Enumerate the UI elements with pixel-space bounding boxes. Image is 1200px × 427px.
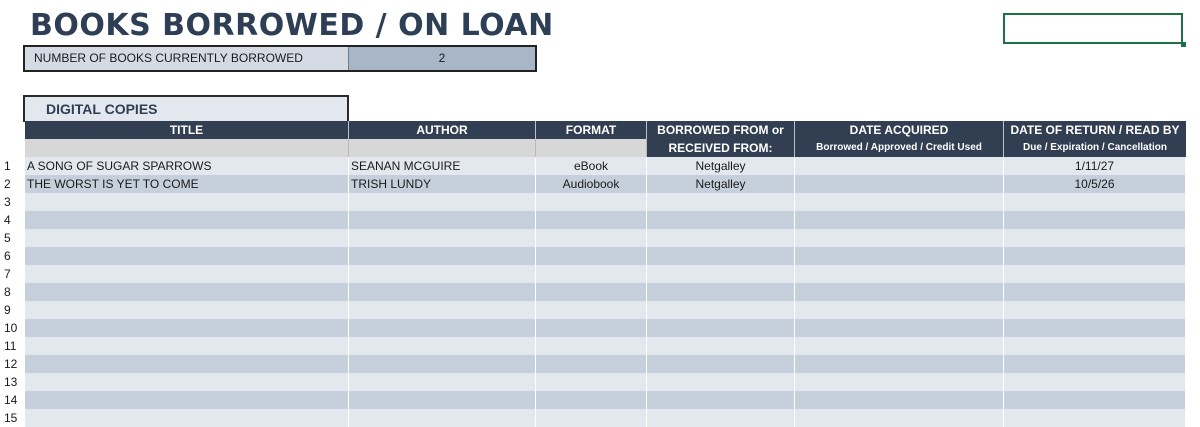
row-number: 4 bbox=[0, 211, 25, 229]
author-cell[interactable] bbox=[349, 337, 536, 355]
table-row bbox=[0, 337, 1200, 355]
date-return-cell[interactable] bbox=[1004, 319, 1186, 337]
title-cell[interactable] bbox=[25, 301, 349, 319]
row-number: 5 bbox=[0, 229, 25, 247]
author-cell[interactable] bbox=[349, 301, 536, 319]
format-cell[interactable] bbox=[536, 373, 647, 391]
row-number: 11 bbox=[0, 337, 25, 355]
row-number: 2 bbox=[0, 175, 25, 193]
title-cell[interactable] bbox=[25, 211, 349, 229]
author-cell[interactable] bbox=[349, 265, 536, 283]
date-acquired-cell[interactable] bbox=[795, 247, 1004, 265]
table-row bbox=[0, 301, 1200, 319]
row-number: 13 bbox=[0, 373, 25, 391]
title-cell[interactable] bbox=[25, 373, 349, 391]
date-return-cell[interactable] bbox=[1004, 265, 1186, 283]
header-title-sub bbox=[25, 139, 349, 157]
table-row bbox=[0, 175, 1200, 193]
table-header-row-1 bbox=[25, 121, 1186, 139]
format-cell[interactable]: Audiobook bbox=[536, 175, 647, 193]
date-return-cell[interactable] bbox=[1004, 373, 1186, 391]
row-number: 6 bbox=[0, 247, 25, 265]
title-cell[interactable] bbox=[25, 337, 349, 355]
title-cell[interactable] bbox=[25, 229, 349, 247]
borrowed-from-cell[interactable] bbox=[647, 265, 795, 283]
borrowed-from-cell[interactable] bbox=[647, 373, 795, 391]
row-number: 1 bbox=[0, 157, 25, 175]
title-cell[interactable] bbox=[25, 283, 349, 301]
title-cell[interactable]: THE WORST IS YET TO COME bbox=[25, 175, 349, 193]
date-acquired-cell[interactable] bbox=[795, 211, 1004, 229]
title-cell[interactable] bbox=[25, 265, 349, 283]
row-number: 9 bbox=[0, 301, 25, 319]
author-cell[interactable] bbox=[349, 391, 536, 409]
header-date-acquired: DATE ACQUIRED bbox=[795, 121, 1004, 139]
table-body bbox=[0, 157, 1200, 427]
date-acquired-cell[interactable] bbox=[795, 157, 1004, 175]
borrowed-from-cell[interactable]: Netgalley bbox=[647, 157, 795, 175]
table-row bbox=[0, 355, 1200, 373]
borrowed-from-cell[interactable] bbox=[647, 193, 795, 211]
borrowed-from-cell[interactable] bbox=[647, 391, 795, 409]
table-row bbox=[0, 157, 1200, 175]
author-cell[interactable] bbox=[349, 409, 536, 427]
title-cell[interactable] bbox=[25, 391, 349, 409]
date-acquired-cell[interactable] bbox=[795, 409, 1004, 427]
header-acquired-sub: Borrowed / Approved / Credit Used bbox=[795, 139, 1004, 157]
table-header-row-2 bbox=[25, 139, 1186, 158]
format-cell[interactable] bbox=[536, 247, 647, 265]
format-cell[interactable] bbox=[536, 283, 647, 301]
format-cell[interactable] bbox=[536, 391, 647, 409]
header-format: FORMAT bbox=[536, 121, 647, 139]
date-acquired-cell[interactable] bbox=[795, 301, 1004, 319]
author-cell[interactable]: SEANAN MCGUIRE bbox=[349, 157, 536, 175]
format-cell[interactable] bbox=[536, 265, 647, 283]
borrowed-from-cell[interactable] bbox=[647, 337, 795, 355]
borrowed-from-cell[interactable]: Netgalley bbox=[647, 175, 795, 193]
title-cell[interactable] bbox=[25, 409, 349, 427]
date-return-cell[interactable] bbox=[1004, 247, 1186, 265]
table-row bbox=[0, 265, 1200, 283]
title-cell[interactable] bbox=[25, 193, 349, 211]
date-acquired-cell[interactable] bbox=[795, 283, 1004, 301]
format-cell[interactable] bbox=[536, 319, 647, 337]
date-return-cell[interactable] bbox=[1004, 301, 1186, 319]
date-return-cell[interactable] bbox=[1004, 229, 1186, 247]
table-row bbox=[0, 283, 1200, 301]
date-return-cell[interactable] bbox=[1004, 391, 1186, 409]
date-acquired-cell[interactable] bbox=[795, 355, 1004, 373]
date-return-cell[interactable] bbox=[1004, 283, 1186, 301]
borrowed-from-cell[interactable] bbox=[647, 211, 795, 229]
row-number: 14 bbox=[0, 391, 25, 409]
date-return-cell[interactable] bbox=[1004, 193, 1186, 211]
borrowed-from-cell[interactable] bbox=[647, 319, 795, 337]
title-cell[interactable] bbox=[25, 355, 349, 373]
section-title: DIGITAL COPIES bbox=[23, 95, 349, 122]
header-received-from: RECEIVED FROM: bbox=[647, 139, 795, 157]
page-title: BOOKS BORROWED / ON LOAN bbox=[30, 8, 554, 43]
format-cell[interactable] bbox=[536, 211, 647, 229]
borrowed-from-cell[interactable] bbox=[647, 283, 795, 301]
date-acquired-cell[interactable] bbox=[795, 193, 1004, 211]
borrowed-count-box bbox=[23, 45, 537, 72]
date-return-cell[interactable] bbox=[1004, 211, 1186, 229]
table-row bbox=[0, 211, 1200, 229]
header-author: AUTHOR bbox=[349, 121, 536, 139]
date-acquired-cell[interactable] bbox=[795, 265, 1004, 283]
date-return-cell[interactable] bbox=[1004, 409, 1186, 427]
table-row bbox=[0, 229, 1200, 247]
date-return-cell[interactable] bbox=[1004, 355, 1186, 373]
header-borrowed-from: BORROWED FROM or bbox=[647, 121, 795, 139]
title-cell[interactable]: A SONG OF SUGAR SPARROWS bbox=[25, 157, 349, 175]
date-return-cell[interactable]: 1/11/27 bbox=[1004, 157, 1186, 175]
header-return-sub: Due / Expiration / Cancellation bbox=[1004, 139, 1186, 157]
table-row bbox=[0, 193, 1200, 211]
borrowed-from-cell[interactable] bbox=[647, 301, 795, 319]
date-return-cell[interactable]: 10/5/26 bbox=[1004, 175, 1186, 193]
table-row bbox=[0, 247, 1200, 265]
row-number: 15 bbox=[0, 409, 25, 427]
author-cell[interactable] bbox=[349, 229, 536, 247]
table-row bbox=[0, 373, 1200, 391]
borrowed-from-cell[interactable] bbox=[647, 409, 795, 427]
format-cell[interactable]: eBook bbox=[536, 157, 647, 175]
date-acquired-cell[interactable] bbox=[795, 337, 1004, 355]
format-cell[interactable] bbox=[536, 301, 647, 319]
row-number: 8 bbox=[0, 283, 25, 301]
borrowed-count-label: NUMBER OF BOOKS CURRENTLY BORROWED bbox=[25, 47, 349, 70]
date-return-cell[interactable] bbox=[1004, 337, 1186, 355]
format-cell[interactable] bbox=[536, 193, 647, 211]
author-cell[interactable] bbox=[349, 247, 536, 265]
borrowed-count-value[interactable]: 2 bbox=[349, 47, 535, 70]
table-row bbox=[0, 409, 1200, 427]
author-cell[interactable]: TRISH LUNDY bbox=[349, 175, 536, 193]
selected-cell[interactable] bbox=[1003, 13, 1183, 44]
row-number: 7 bbox=[0, 265, 25, 283]
fill-handle[interactable] bbox=[1181, 42, 1186, 47]
header-author-sub bbox=[349, 139, 536, 157]
header-title: TITLE bbox=[25, 121, 349, 139]
date-acquired-cell[interactable] bbox=[795, 391, 1004, 409]
date-acquired-cell[interactable] bbox=[795, 229, 1004, 247]
date-acquired-cell[interactable] bbox=[795, 373, 1004, 391]
title-cell[interactable] bbox=[25, 247, 349, 265]
date-acquired-cell[interactable] bbox=[795, 175, 1004, 193]
header-date-of-return: DATE OF RETURN / READ BY bbox=[1010, 123, 1180, 137]
format-cell[interactable] bbox=[536, 229, 647, 247]
row-number: 12 bbox=[0, 355, 25, 373]
row-number: 3 bbox=[0, 193, 25, 211]
table-row bbox=[0, 391, 1200, 409]
author-cell[interactable] bbox=[349, 211, 536, 229]
format-cell[interactable] bbox=[536, 355, 647, 373]
author-cell[interactable] bbox=[349, 283, 536, 301]
author-cell[interactable] bbox=[349, 373, 536, 391]
author-cell[interactable] bbox=[349, 319, 536, 337]
author-cell[interactable] bbox=[349, 193, 536, 211]
title-cell[interactable] bbox=[25, 319, 349, 337]
borrowed-from-cell[interactable] bbox=[647, 355, 795, 373]
table-row bbox=[0, 319, 1200, 337]
row-number: 10 bbox=[0, 319, 25, 337]
date-acquired-cell[interactable] bbox=[795, 319, 1004, 337]
format-cell[interactable] bbox=[536, 409, 647, 427]
borrowed-from-cell[interactable] bbox=[647, 229, 795, 247]
format-cell[interactable] bbox=[536, 337, 647, 355]
header-format-sub bbox=[536, 139, 647, 157]
borrowed-from-cell[interactable] bbox=[647, 247, 795, 265]
author-cell[interactable] bbox=[349, 355, 536, 373]
